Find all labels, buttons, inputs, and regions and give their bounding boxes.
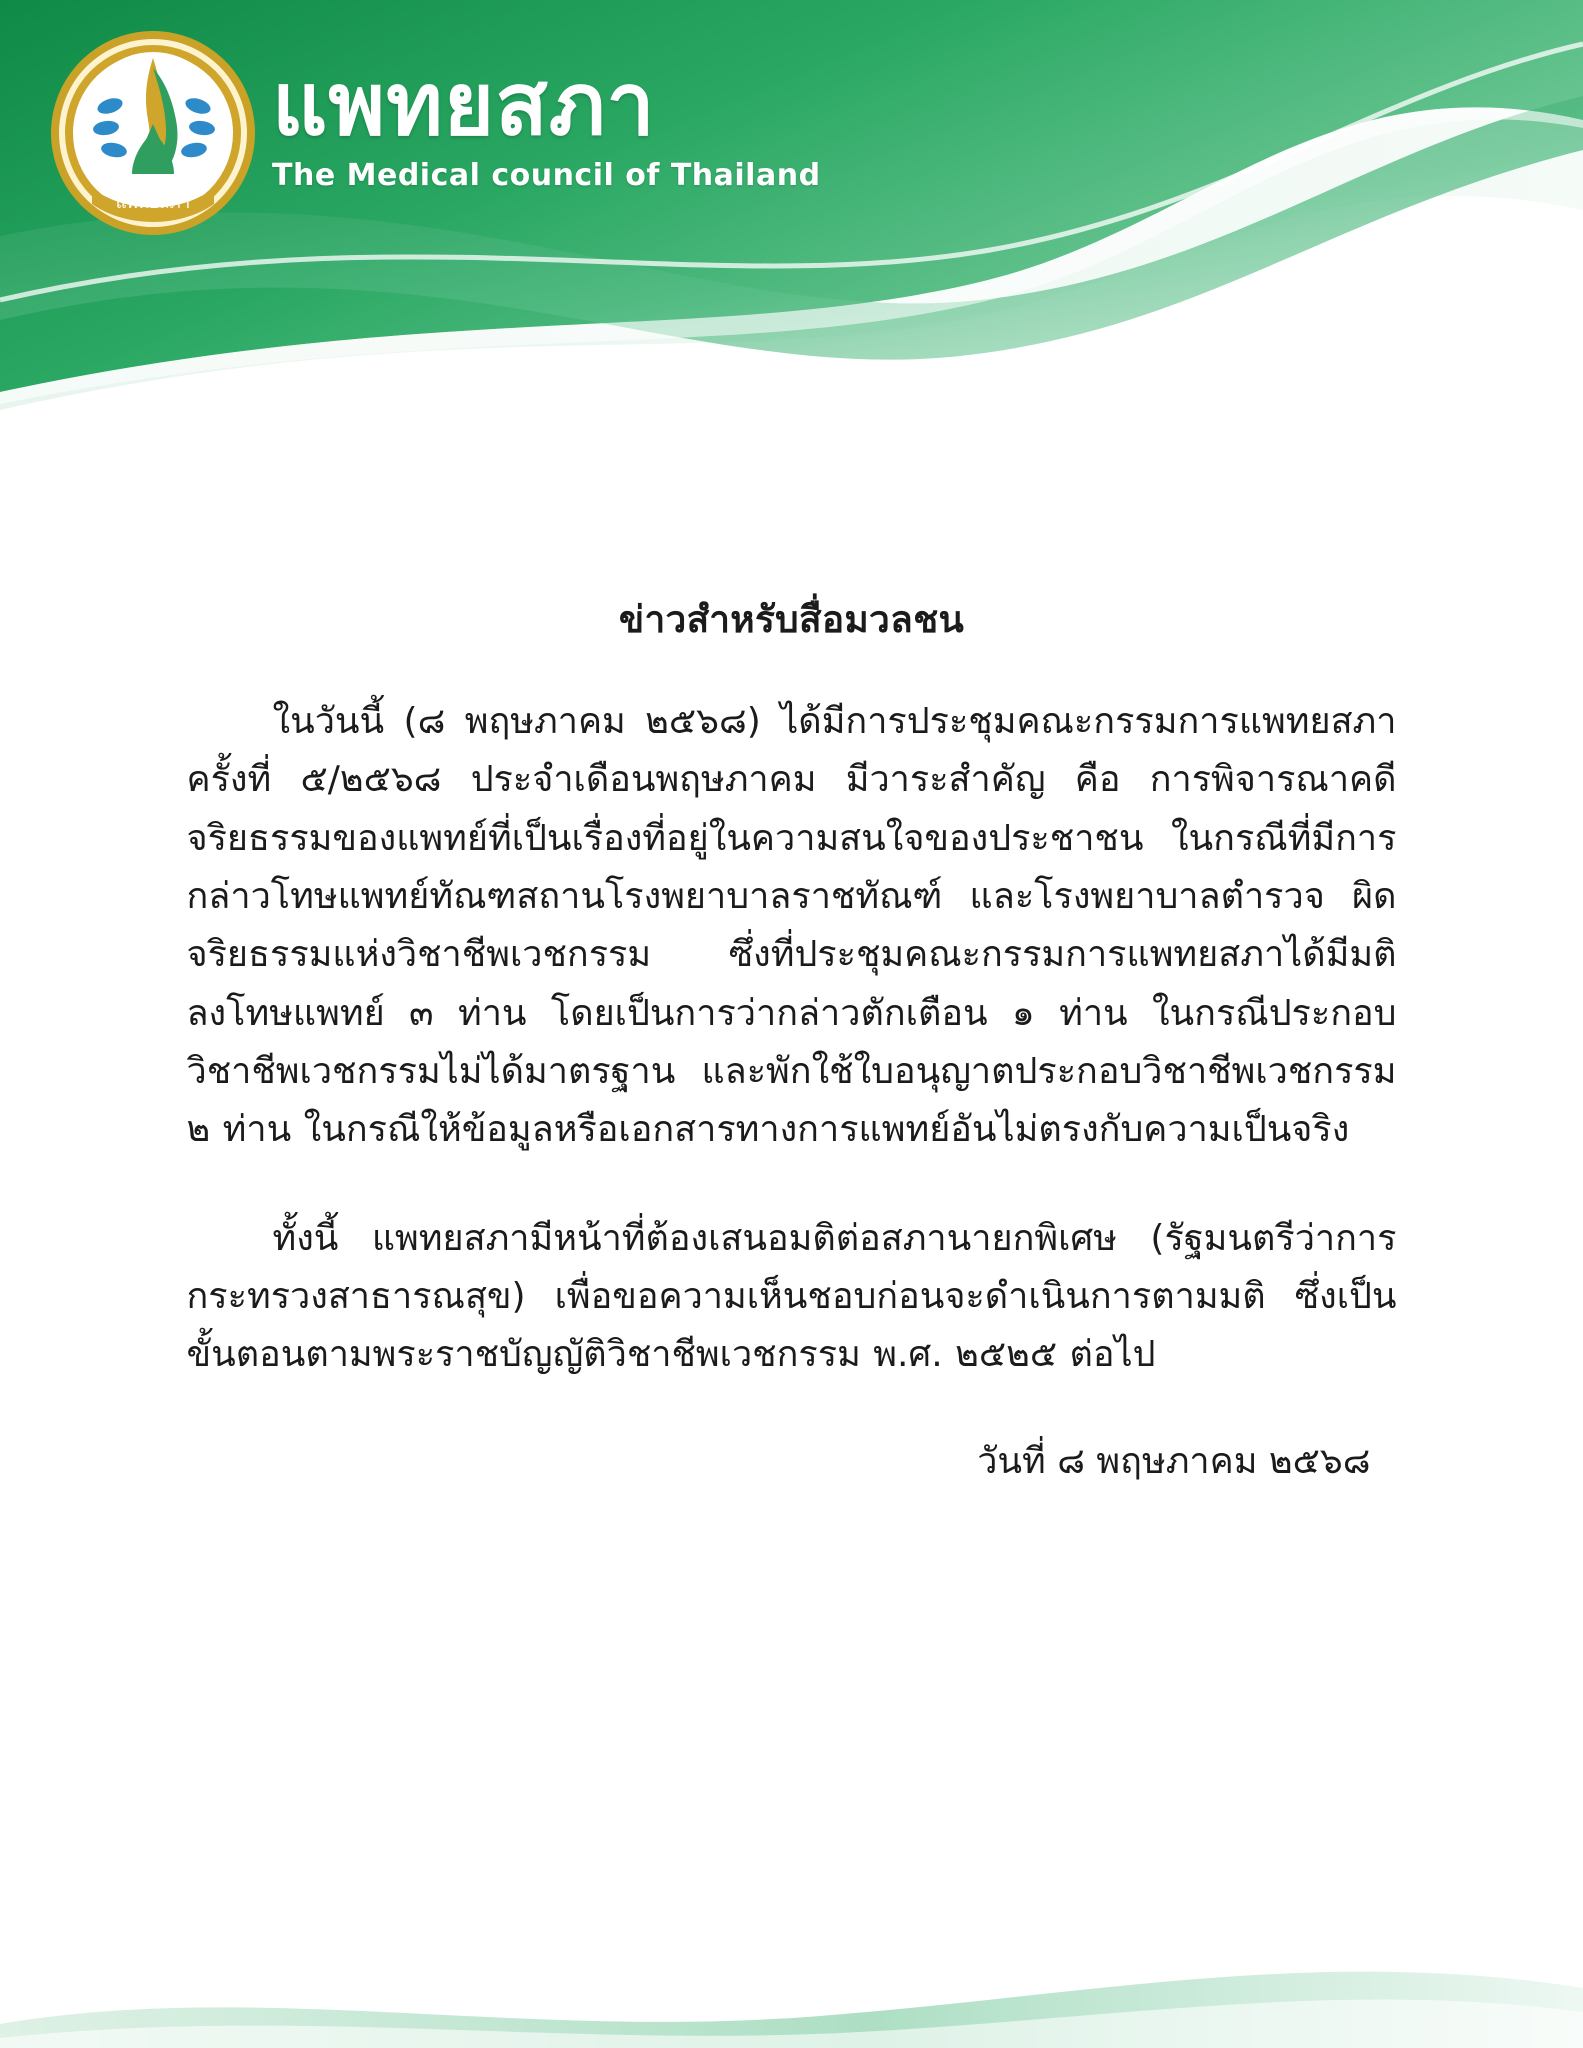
page-title: ข่าวสำหรับสื่อมวลชน [618, 598, 965, 641]
page-header-banner [0, 0, 1583, 470]
wordmark-english: The Medical council of Thailand [272, 158, 821, 193]
medical-council-emblem-icon [48, 28, 258, 238]
footer-wave-graphic [0, 1928, 1583, 2048]
svg-text:แพทยสภา: แพทยสภา [115, 193, 191, 213]
page-footer-wave [0, 1928, 1583, 2048]
date-line: วันที่ ๘ พฤษภาคม ๒๕๖๘ [977, 1441, 1371, 1483]
paragraph-1: ในวันนี้ (๘ พฤษภาคม ๒๕๖๘) ได้มีการประชุมคณะกรรมการแพทยสภา ครั้งที่ ๕/๒๕๖๘ ประจำเดือนพฤษภาคม มีวาระสำคัญ คือ การพิจารณาคดีจริยธรรมของแพทย์ที่เป็นเรื่องที่อยู่ในความสนใจของประชาชน ในกรณีที่มีการกล่าวโทษแพทย์ทัณฑสถานโรงพยาบาลราชทัณฑ์ และโรงพยาบาลตำรวจ ผิดจริยธรรมแห่งวิชาชีพเวชกรรม ซึ่งที่ประชุมคณะกรรมการแพทยสภาได้มีมติลงโทษแพทย์ ๓ ท่าน โดยเป็นการว่ากล่าวตักเตือน ๑ ท่าน ในกรณีประกอบวิชาชีพเวชกรรมไม่ได้มาตรฐาน และพักใช้ใบอนุญาตประกอบวิชาชีพเวชกรรม ๒ ท่าน ในกรณีให้ข้อมูลหรือเอกสารทางการแพทย์อันไม่ตรงกับความเป็นจริง [186, 701, 1397, 1151]
logo [48, 28, 258, 238]
document-body [0, 470, 1583, 1489]
wordmark-thai: แพทยสภา [272, 55, 656, 155]
wordmark [272, 55, 872, 193]
paragraph-2: ทั้งนี้ แพทยสภามีหน้าที่ต้องเสนอมติต่อสภานายกพิเศษ (รัฐมนตรีว่าการกระทรวงสาธารณสุข) เพื่อขอความเห็นชอบก่อนจะดำเนินการตามมติ ซึ่งเป็นขั้นตอนตามพระราชบัญญัติวิชาชีพเวชกรรม พ.ศ. ๒๕๒๕ ต่อไป [186, 1217, 1397, 1376]
